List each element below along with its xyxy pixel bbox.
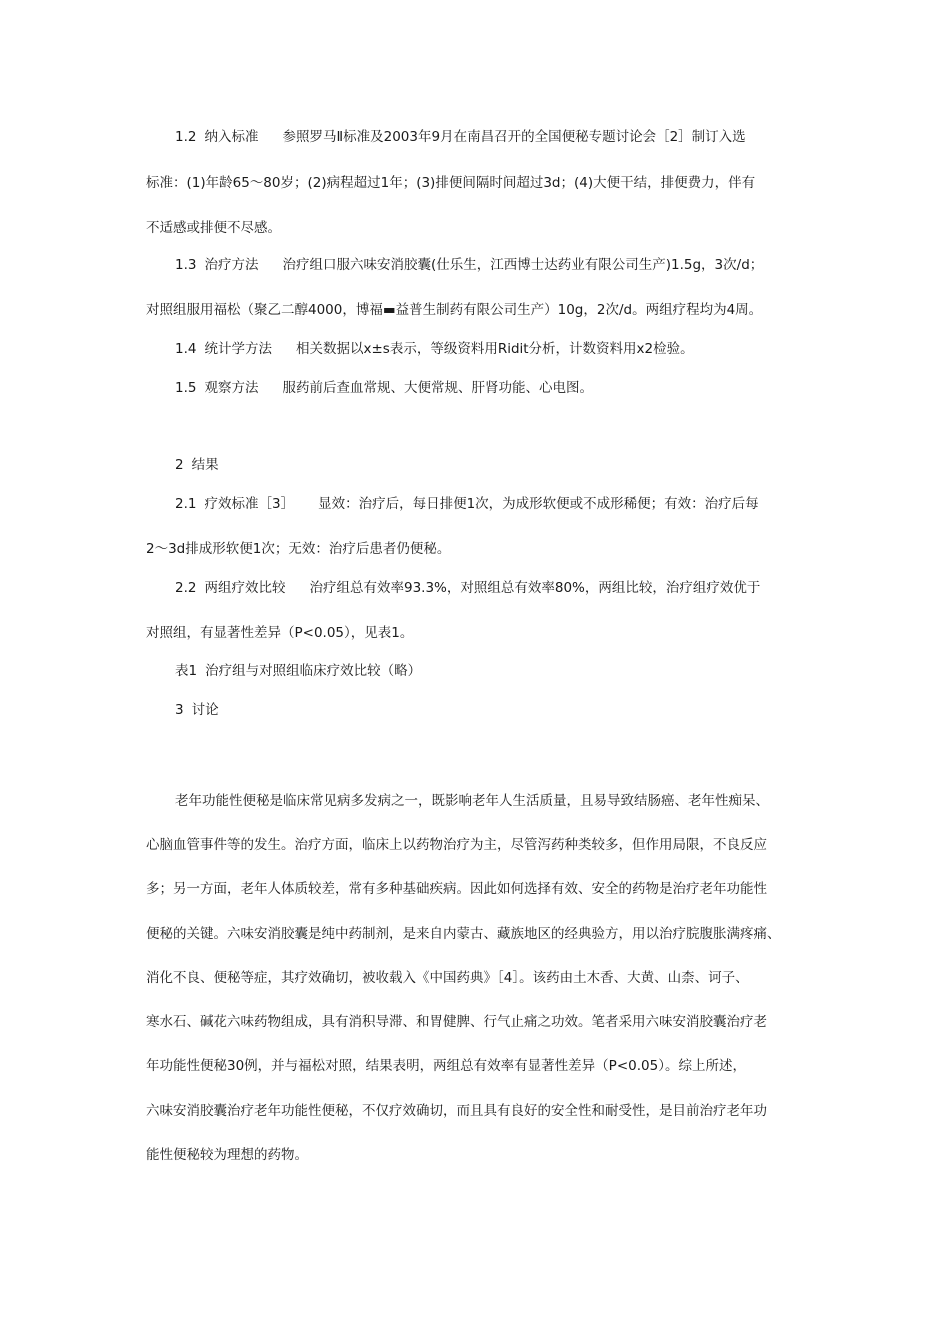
section-1-3-heading-line (175, 256, 763, 274)
discussion-line: 寒水石、碱花六味药物组成，具有消积导滞、和胃健脾、行气止痛之功效。笔者采用六味安消胶囊治疗老 (146, 1014, 767, 1030)
table-1-caption (175, 662, 421, 680)
section-number: 1.4 (175, 341, 197, 357)
section-number: 2.1 (175, 496, 197, 512)
section-1-5-heading-line (175, 379, 593, 397)
section-title: 两组疗效比较 (204, 580, 286, 596)
section-2-heading (175, 456, 219, 474)
discussion-line: 便秘的关键。六味安消胶囊是纯中药制剂，是来自内蒙古、藏族地区的经典验方，用以治疗脘腹胀满疼痛、 (146, 926, 781, 942)
discussion-line: 能性便秘较为理想的药物。 (146, 1147, 308, 1163)
section-1-2-heading-line (175, 128, 746, 146)
paragraph-text: 治疗组口服六味安消胶囊(仕乐生，江西博士达药业有限公司生产)1.5g，3次/d； (282, 257, 764, 273)
section-number: 1.2 (175, 129, 197, 145)
section-number: 2.2 (175, 580, 197, 596)
section-number: 3 (175, 702, 184, 718)
paragraph-text: 服药前后查血常规、大便常规、肝肾功能、心电图。 (282, 380, 593, 396)
paragraph-line: 标准：(1)年龄65～80岁；(2)病程超过1年；(3)排便间隔时间超过3d；(4)大便干结，排便费力，伴有 (146, 175, 756, 191)
discussion-line: 六味安消胶囊治疗老年功能性便秘，不仅疗效确切，而且具有良好的安全性和耐受性，是目前治疗老年功 (146, 1103, 767, 1119)
section-1-4-heading-line (175, 340, 694, 358)
paragraph-line: 2～3d排成形软便1次；无效：治疗后患者仍便秘。 (146, 541, 451, 557)
paragraph-text: 相关数据以x±s表示，等级资料用Ridit分析，计数资料用x2检验。 (295, 341, 694, 357)
paragraph-text: 参照罗马Ⅱ标准及2003年9月在南昌召开的全国便秘专题讨论会［2］制订入选 (282, 129, 746, 145)
paragraph-line: 不适感或排便不尽感。 (146, 220, 281, 236)
discussion-line: 消化不良、便秘等症，其疗效确切，被收载入《中国药典》［4］。该药由土木香、大黄、山柰、诃子、 (146, 970, 749, 986)
section-title: 结果 (191, 457, 219, 473)
section-title: 治疗方法 (204, 257, 259, 273)
paragraph-text: 显效：治疗后，每日排便1次，为成形软便或不成形稀便；有效：治疗后每 (318, 496, 759, 512)
section-number: 2 (175, 457, 184, 473)
section-2-1-heading-line (175, 495, 759, 513)
discussion-line: 年功能性便秘30例，并与福松对照，结果表明，两组总有效率有显著性差异（P<0.05）。综上所述， (146, 1058, 746, 1074)
section-title: 统计学方法 (204, 341, 272, 357)
section-title: 讨论 (191, 702, 219, 718)
discussion-line: 心脑血管事件等的发生。治疗方面，临床上以药物治疗为主，尽管泻药种类较多，但作用局限，不良反应 (146, 837, 767, 853)
section-number: 1.5 (175, 380, 197, 396)
section-title: 观察方法 (204, 380, 259, 396)
section-3-heading (175, 701, 219, 719)
discussion-line: 老年功能性便秘是临床常见病多发病之一，既影响老年人生活质量，且易导致结肠癌、老年性痴呆、 (175, 793, 769, 809)
section-number: 1.3 (175, 257, 197, 273)
paragraph-text: 治疗组总有效率93.3%，对照组总有效率80%，两组比较，治疗组疗效优于 (309, 580, 761, 596)
table-number: 表1 (175, 663, 198, 679)
section-title: 纳入标准 (204, 129, 259, 145)
discussion-line: 多；另一方面，老年人体质较差，常有多种基础疾病。因此如何选择有效、安全的药物是治疗老年功能性 (146, 881, 767, 897)
table-title: 治疗组与对照组临床疗效比较（略） (205, 663, 422, 679)
section-title: 疗效标准［3］ (204, 496, 295, 512)
paragraph-line: 对照组，有显著性差异（P<0.05），见表1。 (146, 625, 414, 641)
paragraph-line: 对照组服用福松（聚乙二醇4000，博福▬益普生制药有限公司生产）10g，2次/d。两组疗程均为4周。 (146, 302, 763, 318)
section-2-2-heading-line (175, 579, 760, 597)
